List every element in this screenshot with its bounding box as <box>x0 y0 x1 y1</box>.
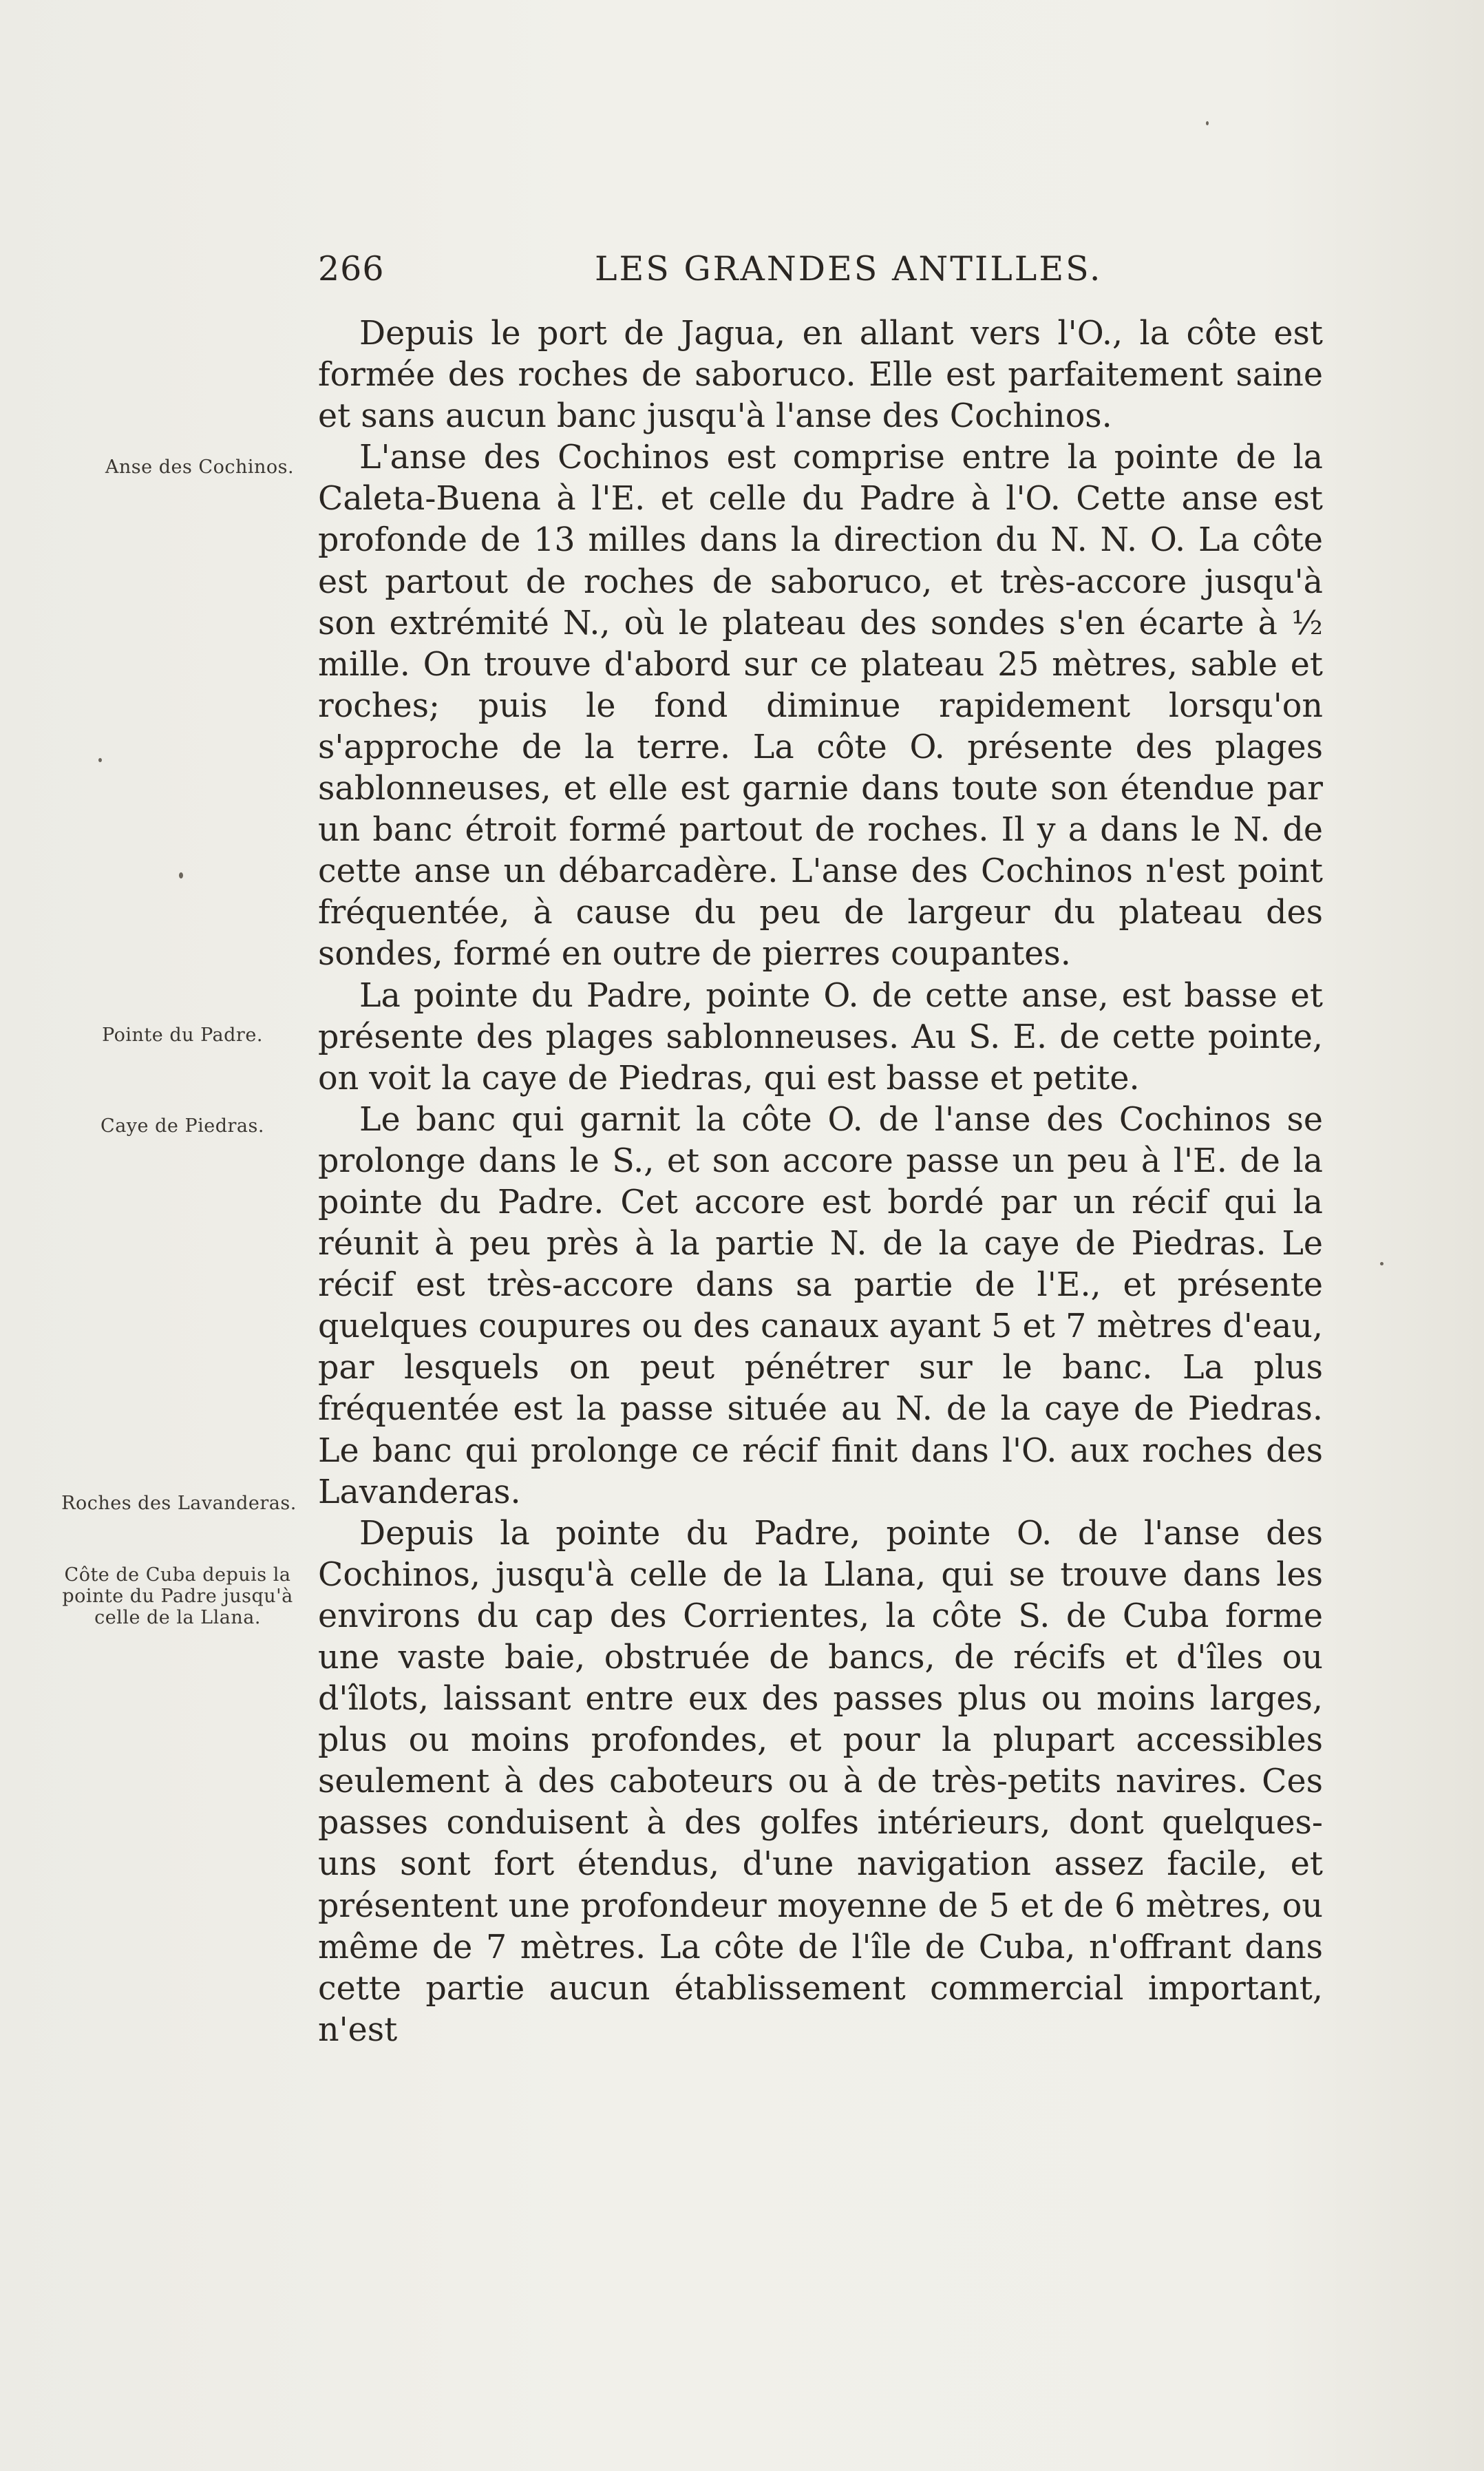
body-text <box>318 313 1323 2051</box>
paper-speck <box>179 872 183 879</box>
margin-note-pointe-du-padre: Pointe du Padre. <box>102 1024 263 1046</box>
running-title: LES GRANDES ANTILLES. <box>595 249 1103 288</box>
paragraph: L'anse des Cochinos est comprise entre la pointe de la Caleta-Buena à l'E. et celle du Padre à l'O. Cette anse est profonde de 13 milles dans la direction du N. N. O. La côte est partout de roches de saboruco, et très-accore jusqu'à son extrémité N., où le plateau des sondes s'en écarte à ½ mille. On trouve d'abord sur ce plateau 25 mètres, sable et roches; puis le fond diminue rapidement lorsqu'on s'approche de la terre. La côte O. présente des plages sablonneuses, et elle est garnie dans toute son étendue par un banc étroit formé partout de roches. Il y a dans le N. de cette anse un débarcadère. L'anse des Cochinos n'est point fréquentée, à cause du peu de largeur du plateau des sondes, formé en outre de pierres coupantes. <box>318 439 1323 974</box>
paragraph: Depuis la pointe du Padre, pointe O. de l'anse des Cochinos, jusqu'à celle de la Llana, qui se trouve dans les environs du cap des Corrientes, la côte S. de Cuba forme une vaste baie, obstruée de bancs, de récifs et d'îles ou d'îlots, laissant entre eux des passes plus ou moins larges, plus ou moins profondes, et pour la plupart accessibles seulement à des caboteurs ou à de très-petits navires. Ces passes conduisent à des golfes intérieurs, dont quelques-uns sont fort étendus, d'une navigation assez facile, et présentent une profondeur moyenne de 5 et de 6 mètres, ou même de 7 mètres. La côte de l'île de Cuba, n'offrant dans cette partie aucun établissement commercial important, n'est <box>318 1514 1323 2049</box>
page-header <box>318 249 1323 297</box>
margin-note-caye-de-piedras: Caye de Piedras. <box>100 1115 264 1137</box>
paper-speck <box>1206 121 1209 125</box>
paragraph: La pointe du Padre, pointe O. de cette anse, est basse et présente des plages sablonneuses. Au S. E. de cette pointe, on voit la caye de Piedras, qui est basse et petite. <box>318 976 1323 1097</box>
paragraph: Le banc qui garnit la côte O. de l'anse des Cochinos se prolonge dans le S., et son accore passe un peu à l'E. de la pointe du Padre. Cet accore est bordé par un récif qui la réunit à peu près à la partie N. de la caye de Piedras. Le récif est très-accore dans sa partie de l'E., et présente quelques coupures ou des canaux ayant 5 et 7 mètres d'eau, par lesquels on peut pénétrer sur le banc. La plus fréquentée est la passe située au N. de la caye de Piedras. Le banc qui prolonge ce récif finit dans l'O. aux roches des Lavanderas. <box>318 1100 1323 1511</box>
page-number: 266 <box>318 249 385 288</box>
paper-speck <box>98 758 102 762</box>
margin-note-anse-des-cochinos: Anse des Cochinos. <box>105 456 295 478</box>
paper-speck <box>1380 1262 1384 1265</box>
paragraph: Depuis le port de Jagua, en allant vers l'O., la côte est formée des roches de saboruco. Elle est parfaitement saine et sans aucun banc jusqu'à l'anse des Cochinos. <box>318 315 1323 436</box>
margin-note-cote-de-cuba: Côte de Cuba depuis la pointe du Padre jusqu'à celle de la Llana. <box>62 1564 293 1628</box>
margin-note-roches-des-lavanderas: Roches des Lavanderas. <box>61 1493 297 1514</box>
